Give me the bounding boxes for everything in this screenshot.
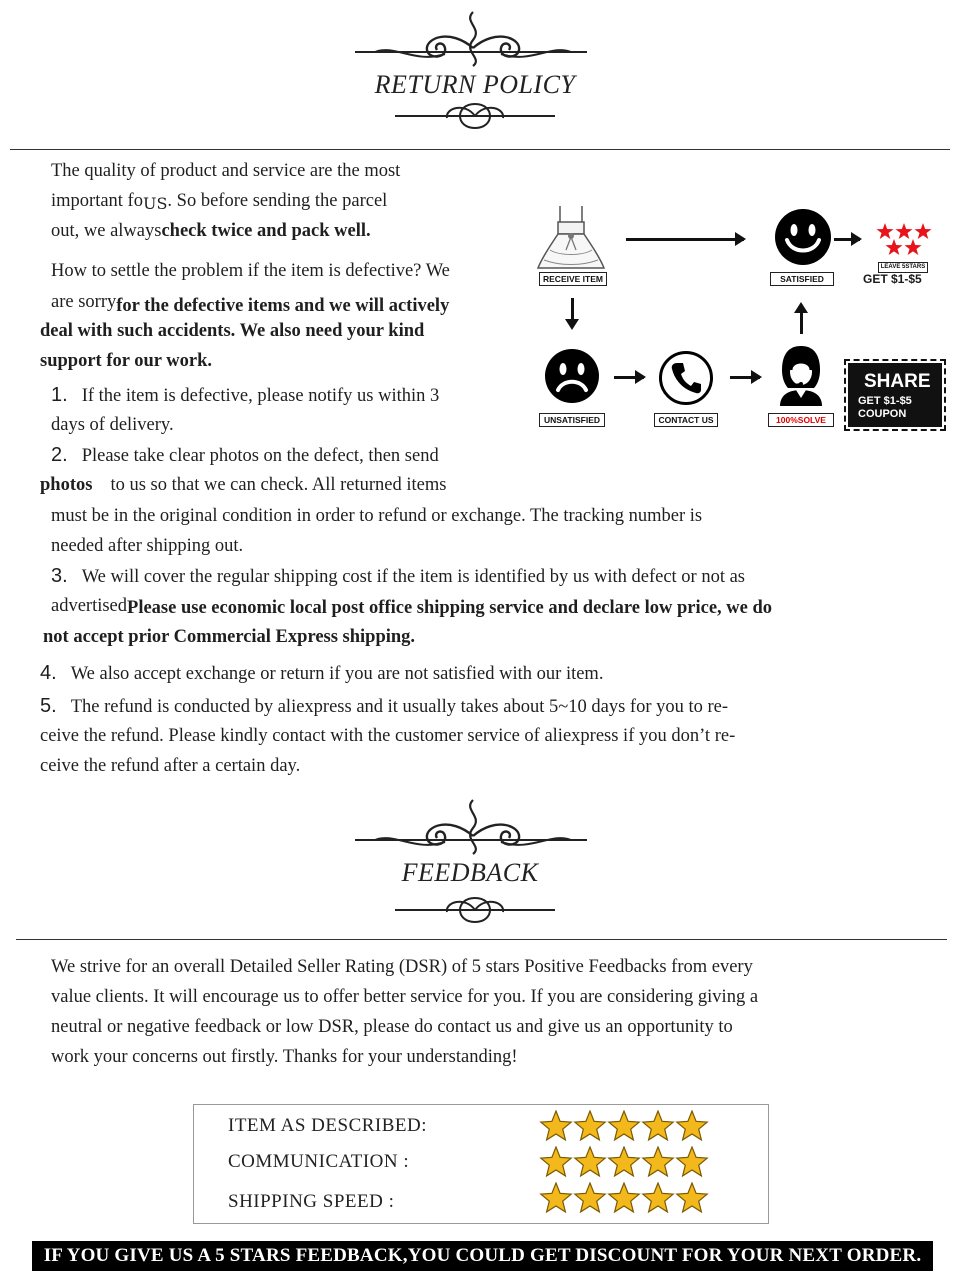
star-icon: [541, 1147, 571, 1176]
arrow-down-icon: [571, 298, 574, 326]
defect-line-2b: for the defective items and we will actively: [116, 296, 450, 316]
intro-line-3-head: out, we always: [51, 221, 162, 241]
star-icon: [643, 1183, 673, 1212]
intro-line-2: [51, 190, 387, 212]
star-row-icon: [539, 1146, 714, 1180]
item-2-line-2-text: to us so that we can check. All returned items: [110, 475, 447, 495]
item-2-number: 2.: [51, 444, 68, 466]
feedback-line-3: neutral or negative feedback or low DSR, please do contact us and give us an opportunity to: [51, 1017, 733, 1037]
ornament-sub-icon: [385, 98, 565, 136]
star-row-icon: [539, 1110, 714, 1144]
defect-line-3: deal with such accidents. We also need your kind: [40, 321, 425, 341]
share-reward: GET $1-$5: [858, 395, 912, 407]
arrow-right-icon: [834, 238, 860, 241]
feedback-line-2: value clients. It will encourage us to offer better service for you. If you are considering giving a: [51, 987, 759, 1007]
share-title: SHARE: [864, 371, 931, 392]
defect-line-2: [51, 291, 450, 316]
item-2-line-2: [40, 474, 446, 496]
leave-stars-label: LEAVE 5STARS: [878, 262, 928, 273]
star-icon: [575, 1111, 605, 1140]
divider: [16, 939, 947, 940]
star-icon: [609, 1183, 639, 1212]
item-3-line-1: We will cover the regular shipping cost if the item is identified by us with defect or not as: [81, 567, 746, 587]
item-5: [40, 695, 728, 718]
item-1-number: 1.: [51, 384, 68, 406]
dress-icon: [536, 204, 606, 272]
phone-icon: [658, 350, 714, 406]
dsr-ratings-box: [193, 1104, 769, 1224]
intro-line-3: [51, 220, 371, 242]
intro-line-2-head: important fo: [51, 191, 143, 211]
reward-label: GET $1-$5: [863, 272, 922, 286]
star-icon: [541, 1183, 571, 1212]
contact-us-label: CONTACT US: [654, 413, 718, 427]
star-icon: [677, 1147, 707, 1176]
rating-communication-stars: [539, 1146, 714, 1184]
smiley-icon: [774, 208, 832, 266]
star-icon: [609, 1111, 639, 1140]
sad-face-icon: [544, 348, 600, 404]
item-3-line-2a: advertised: [51, 596, 128, 616]
discount-banner: IF YOU GIVE US A 5 STARS FEEDBACK,YOU COULD GET DISCOUNT FOR YOUR NEXT ORDER.: [32, 1241, 933, 1271]
stars-icon: [876, 223, 932, 257]
feedback-title: FEEDBACK: [401, 858, 539, 887]
rating-shipping-stars: [539, 1182, 714, 1220]
star-icon: [677, 1183, 707, 1212]
star-icon: [643, 1111, 673, 1140]
rating-shipping-label: SHIPPING SPEED :: [228, 1191, 395, 1212]
arrow-up-icon: [800, 306, 803, 334]
item-5-line-2: ceive the refund. Please kindly contact with the customer service of aliexpress if you don’t re-: [40, 726, 736, 746]
satisfied-label: SATISFIED: [770, 272, 834, 286]
star-icon: [575, 1183, 605, 1212]
item-2-lead: photos: [40, 475, 93, 495]
item-3-number: 3.: [51, 565, 68, 587]
defect-line-2a: are sorry: [51, 292, 117, 312]
share-coupon-badge: [848, 363, 942, 427]
item-4-number: 4.: [40, 662, 57, 684]
unsatisfied-label: UNSATISFIED: [539, 413, 605, 427]
intro-line-3-bold: check twice and pack well.: [161, 221, 371, 241]
item-2-line-4: needed after shipping out.: [51, 536, 244, 556]
feedback-line-4: work your concerns out firstly. Thanks for your understanding!: [51, 1047, 518, 1067]
intro-line-2-tail: . So before sending the parcel: [167, 191, 388, 211]
item-5-number: 5.: [40, 695, 57, 717]
support-agent-icon: [776, 344, 826, 406]
rating-item-stars: [539, 1110, 714, 1148]
solve-label: 100%SOLVE: [768, 413, 834, 427]
star-icon: [677, 1111, 707, 1140]
item-3-line-3: not accept prior Commercial Express shipping.: [43, 627, 416, 647]
star-icon: [643, 1147, 673, 1176]
item-2-line-3: must be in the original condition in order to refund or exchange. The tracking number is: [51, 506, 703, 526]
arrow-right-icon: [626, 238, 744, 241]
feedback-line-1: We strive for an overall Detailed Seller Rating (DSR) of 5 stars Positive Feedbacks from every: [51, 957, 753, 977]
star-row-icon: [539, 1182, 714, 1216]
item-1-line-2: days of delivery.: [51, 415, 174, 435]
star-icon: [575, 1147, 605, 1176]
item-3-line-2b: Please use economic local post office shipping service and declare low price, we do: [127, 598, 773, 618]
intro-line-2-us: US: [142, 194, 168, 213]
star-icon: [609, 1147, 639, 1176]
ornament-sub-icon: [385, 892, 565, 930]
defect-line-1: How to settle the problem if the item is defective? We: [51, 261, 450, 281]
item-2: [51, 444, 439, 467]
item-1: [51, 384, 439, 407]
ornament-feedback-icon: [355, 796, 595, 860]
item-4-line-1: We also accept exchange or return if you are not satisfied with our item.: [70, 664, 604, 684]
arrow-right-icon: [614, 376, 644, 379]
rating-item-label: ITEM AS DESCRIBED:: [228, 1115, 428, 1136]
rating-communication-label: COMMUNICATION :: [228, 1151, 410, 1172]
item-2-line-1: Please take clear photos on the defect, then send: [81, 446, 439, 466]
intro-line-1: The quality of product and service are the most: [51, 161, 401, 181]
item-3-line-2: [51, 595, 772, 617]
item-5-line-1: The refund is conducted by aliexpress and it usually takes about 5~10 days for you to re-: [70, 697, 729, 717]
receive-item-label: RECEIVE ITEM: [539, 272, 607, 286]
item-3: [51, 565, 745, 588]
item-1-line-1: If the item is defective, please notify us within 3: [81, 386, 440, 406]
share-coupon: COUPON: [858, 408, 907, 420]
ornament-top-icon: [355, 8, 595, 72]
star-icon: [541, 1111, 571, 1140]
defect-line-4: support for our work.: [40, 351, 213, 371]
divider: [10, 149, 950, 150]
return-policy-title: RETURN POLICY: [374, 70, 576, 99]
arrow-right-icon: [730, 376, 760, 379]
item-4: [40, 662, 603, 685]
item-5-line-3: ceive the refund after a certain day.: [40, 756, 301, 776]
